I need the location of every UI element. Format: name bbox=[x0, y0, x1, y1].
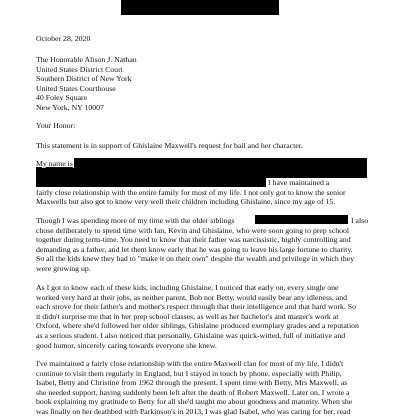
para2-line: demanding as a father, and let them know early that he was going to leave his large fortune to charity. bbox=[36, 244, 353, 254]
para1-line: I have maintained a bbox=[268, 178, 330, 187]
my-name-label: My name is bbox=[36, 159, 73, 168]
intro-redaction-tail bbox=[36, 178, 266, 187]
addressee-block bbox=[36, 55, 137, 113]
siblings-redaction bbox=[255, 215, 348, 224]
addressee-line: New York, NY 10007 bbox=[36, 102, 104, 112]
para3-line: As I got to know each of these kids, including Ghislaine, I noticed that early on, every single one bbox=[36, 283, 339, 292]
para3-line: good humor, sincerely caring towards everyone she knew. bbox=[36, 340, 217, 350]
para4-line: Isabel, Betty and Christine from 1962 through the present. I spent time with Betty, Mrs Maxwell, as bbox=[36, 378, 348, 388]
header-redaction bbox=[121, 0, 279, 15]
para2-line: together during term-time. You need to know that their father was narcissistic, highly controlling and bbox=[36, 235, 351, 245]
name-redaction bbox=[74, 158, 367, 168]
addressee-line: 40 Foley Square bbox=[36, 93, 88, 103]
para1-line: Maxwells but also got to know very well their children including Ghislaine, since my age of 15. bbox=[36, 197, 336, 207]
para2-line: chose deliberately to spend time with Ian, Kevin and Ghislaine, who were soon going to prep school bbox=[36, 225, 350, 235]
letter-date: October 28, 2020 bbox=[36, 34, 91, 43]
para4-line: book explaining my gratitude to Betty for all she'd taught me about goodness and maturity. When she bbox=[36, 397, 353, 407]
para4-line: continue to visit them regularly in England, but I stayed in touch by phone, especially with Philip, bbox=[36, 368, 342, 378]
para4-line: I've maintained a fairly close relationship with the entire Maxwell clan for most of my life. I didn't bbox=[36, 359, 344, 368]
addressee-line: United States District Court bbox=[36, 64, 123, 74]
para4-line: was finally on her deathbed with Parkinson's in 2013, I was glad Isabel, who was caring for her, read bbox=[36, 407, 351, 416]
para2-line: were growing up. bbox=[36, 264, 91, 273]
intro-redaction-block bbox=[36, 168, 367, 178]
para3-line: each strove for their father's and mother's respect through that their intelligence and that hard work. So bbox=[36, 302, 356, 312]
addressee-line: United States Courthouse bbox=[36, 83, 116, 93]
addressee-line: The Honorable Alison J. Nathan bbox=[36, 55, 137, 64]
para3-line: worked very hard at their jobs, as neither parent, Bob nor Betty, would easily bear any idleness, and bbox=[36, 292, 348, 302]
addressee-line: Southern District of New York bbox=[36, 74, 132, 84]
para2-line: Though I was spending more of my time with the older siblings bbox=[36, 216, 235, 225]
salutation: Your Honor: bbox=[36, 121, 76, 130]
para3-line: Oxford, where she'd followed her older siblings, Ghislaine produced exemplary grades and a reputation bbox=[36, 321, 359, 331]
intro-statement: This statement is in support of Ghislaine Maxwell's request for bail and her character. bbox=[36, 141, 303, 150]
para2-line: So all the kids knew they had to "make it on their own" despite the wealth and privilege in which they bbox=[36, 254, 355, 264]
para2-line: I also bbox=[351, 216, 369, 225]
para3-line: it didn't surprise me that in her prep school classes, as well as her bachelor's and master's work at bbox=[36, 311, 339, 321]
para1-line: fairly close relationship with the entire family for most of my life. I not only got to know the senior bbox=[36, 187, 346, 197]
para4-line: she needed support, having suddenly been left after the death of Robert Maxwell. Later on, I wrote a bbox=[36, 387, 350, 397]
para3-line: as a serious student. I also noticed that personally, Ghislaine was quick-witted, full of initiative and bbox=[36, 331, 346, 340]
